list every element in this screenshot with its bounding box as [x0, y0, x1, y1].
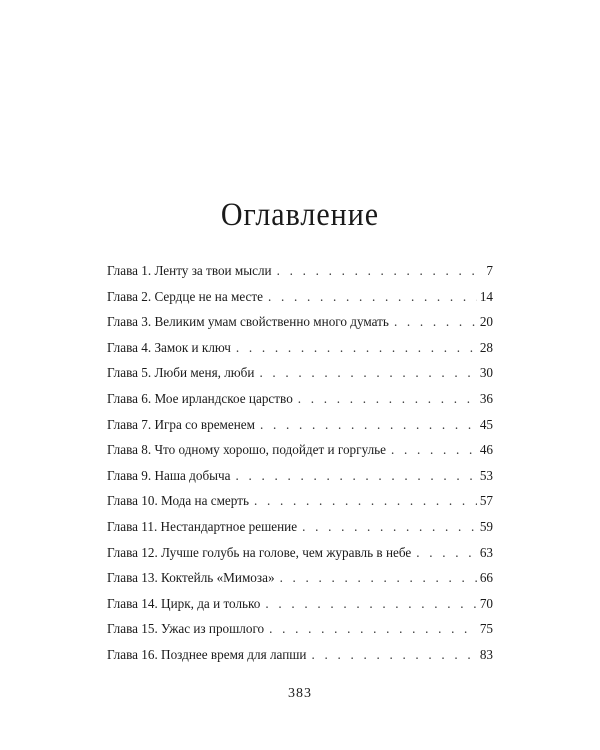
dot-leader [391, 442, 477, 458]
toc-entry-page: 66 [479, 570, 493, 586]
toc-entry [107, 442, 493, 468]
dot-leader [280, 570, 477, 586]
toc-entry-label: Глава 15. Ужас из прошлого [107, 621, 265, 637]
toc-entry-page: 14 [479, 288, 493, 304]
toc-entry [107, 621, 493, 647]
page-title: Оглавление [220, 196, 380, 233]
toc-entry-page: 83 [479, 646, 493, 662]
dot-leader [394, 314, 477, 330]
toc-entry-label: Глава 14. Цирк, да и только [107, 595, 261, 611]
toc-entry [107, 570, 493, 596]
dot-leader [259, 365, 476, 381]
toc-entry-page: 36 [479, 390, 493, 406]
toc-entry-page: 59 [479, 518, 493, 534]
toc-entry [107, 417, 493, 443]
toc-entry-label: Глава 10. Мода на смерть [107, 493, 249, 509]
toc-entry-page: 63 [479, 544, 493, 560]
toc-entry [107, 493, 493, 519]
dot-leader [311, 647, 476, 663]
page-number: 383 [288, 686, 312, 701]
toc-entry-page: 7 [486, 263, 493, 278]
dot-leader [268, 289, 477, 305]
toc-entry-page: 30 [479, 365, 493, 381]
toc-entry-label: Глава 3. Великим умам свойственно много думать [107, 314, 389, 330]
dot-leader [298, 391, 477, 407]
dot-leader [416, 545, 477, 561]
toc-entry-label: Глава 2. Сердце не на месте [107, 288, 264, 304]
dot-leader [277, 263, 484, 279]
toc-entry [107, 519, 493, 545]
toc-entry-label: Глава 13. Коктейль «Мимоза» [107, 570, 275, 586]
toc-entry [107, 468, 493, 494]
dot-leader [254, 493, 477, 509]
dot-leader [260, 417, 477, 433]
toc-entry [107, 545, 493, 571]
toc-entry-page: 28 [479, 339, 493, 355]
toc-entry-label: Глава 5. Люби меня, люби [107, 365, 255, 381]
dot-leader [265, 596, 476, 612]
toc-entry [107, 263, 493, 289]
toc-entry-label: Глава 9. Наша добыча [107, 467, 231, 483]
toc-entry [107, 314, 493, 340]
toc-entry-page: 46 [479, 442, 493, 458]
toc-entry-label: Глава 6. Мое ирландское царство [107, 390, 293, 406]
toc-entry-page: 70 [479, 595, 493, 611]
toc-entry-page: 53 [479, 467, 493, 483]
toc-entry-page: 45 [479, 416, 493, 432]
toc-entry-label: Глава 16. Позднее время для лапши [107, 646, 307, 662]
toc-entry [107, 391, 493, 417]
toc-entry [107, 289, 493, 315]
toc-entry [107, 596, 493, 622]
dot-leader [302, 519, 477, 535]
dot-leader [269, 621, 477, 637]
toc-entry-page: 20 [479, 314, 493, 330]
toc-entry-page: 75 [479, 621, 493, 637]
toc-entry-label: Глава 1. Ленту за твои мысли [107, 263, 272, 278]
dot-leader [236, 468, 477, 484]
table-of-contents [107, 263, 493, 673]
toc-entry-page: 57 [479, 493, 493, 509]
toc-entry [107, 647, 493, 673]
toc-entry-label: Глава 11. Нестандартное решение [107, 518, 298, 534]
toc-entry-label: Глава 4. Замок и ключ [107, 339, 231, 355]
toc-entry [107, 365, 493, 391]
toc-entry-label: Глава 8. Что одному хорошо, подойдет и горгулье [107, 442, 387, 458]
toc-entry-label: Глава 7. Игра со временем [107, 416, 256, 432]
toc-entry-label: Глава 12. Лучше голубь на голове, чем журавль в небе [107, 544, 412, 560]
toc-entry [107, 340, 493, 366]
dot-leader [236, 340, 477, 356]
